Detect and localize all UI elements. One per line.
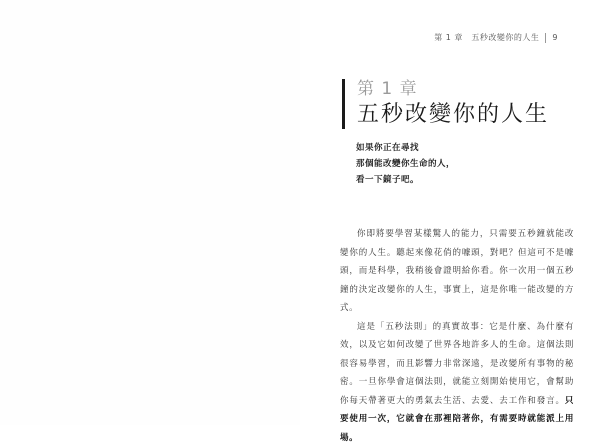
chapter-title: 五秒改變你的人生 — [357, 101, 549, 129]
left-page-blank — [0, 0, 300, 425]
right-page — [300, 0, 600, 425]
chapter-label: 第 1 章 — [357, 79, 549, 99]
paragraph: 你即將要學習某樣驚人的能力，只需要五秒鐘就能改變你的人生。聽起來像花俏的噱頭，對吧？但這可不是噱頭，而是科學，我稍後會證明給你看。你一次用一個五秒鐘的決定改變你的人生，事實上，這是你唯一能改變的方式。 — [340, 225, 574, 318]
header-divider — [545, 33, 546, 43]
epigraph — [356, 140, 455, 188]
running-header — [434, 32, 558, 43]
running-title: 第 1 章 五秒改變你的人生 — [434, 32, 539, 43]
body-text — [340, 225, 574, 447]
paragraph-emphasis: 只要使用一次，它就會在那裡陪著你，有需要時就能派上用場。 — [340, 396, 574, 443]
paragraph-text: 這是「五秒法則」的真實故事：它是什麼、為什麼有效，以及它如何改變了世界各地許多人的生命。這個法則很容易學習，而且影響力非常深遠，是改變所有事物的秘密。一旦你學會這個法則，就能立刻開始使用它，會幫助你每天帶著更大的勇氣去生活、去愛、去工作和發言。 — [340, 322, 574, 406]
chapter-heading — [342, 79, 549, 129]
epigraph-line: 如果你正在尋找 — [356, 140, 455, 156]
epigraph-line: 看一下鏡子吧。 — [356, 172, 455, 188]
paragraph — [340, 318, 574, 447]
epigraph-line: 那個能改變你生命的人， — [356, 156, 455, 172]
page-number: 9 — [552, 33, 558, 42]
